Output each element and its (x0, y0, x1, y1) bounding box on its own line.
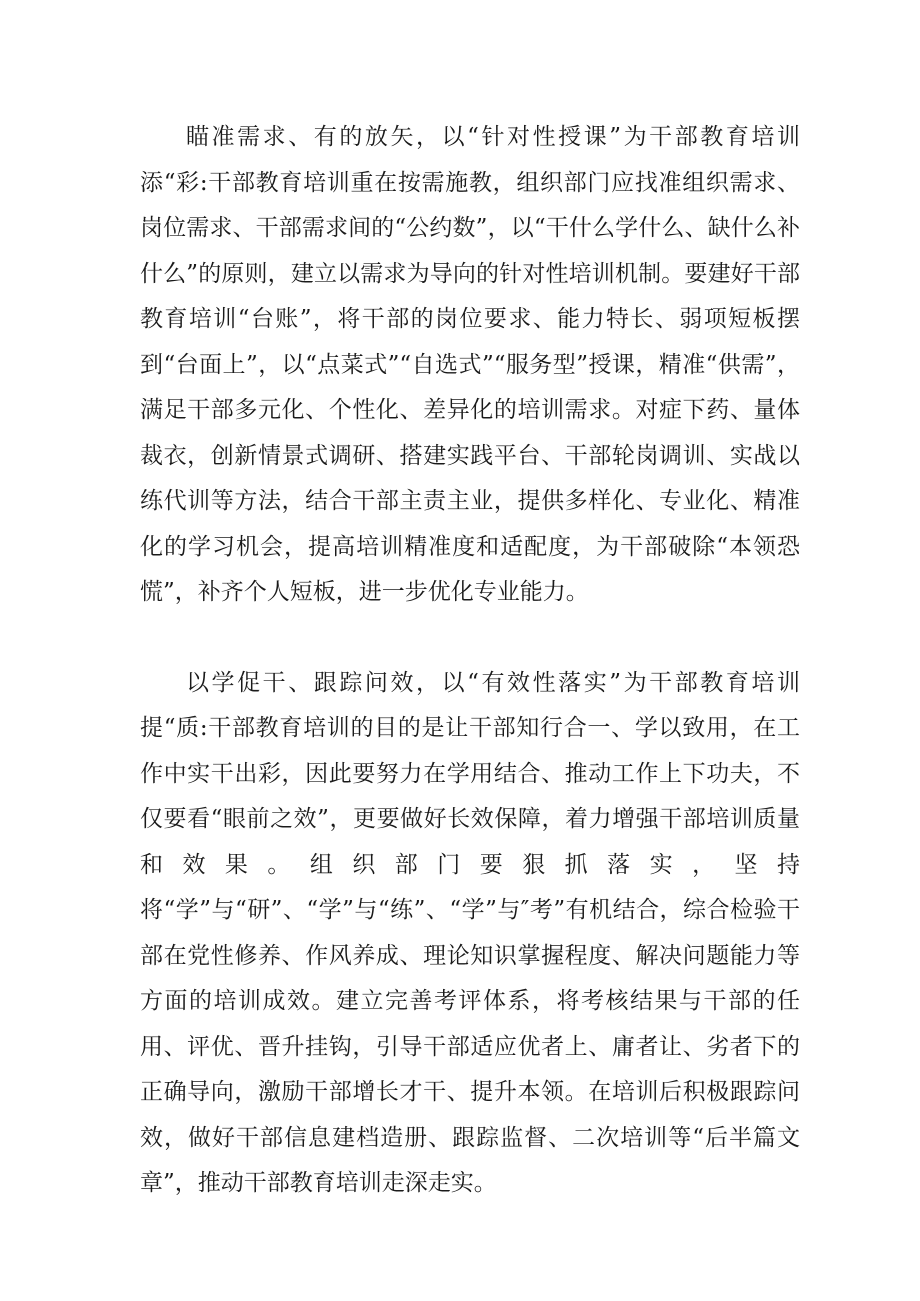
paragraph-effective-implementation: 以学促干、跟踪问效，以“有效性落实”为干部教育培训提“质:干部教育培训的目的是让干部知行合一、学以致用，在工作中实干出彩，因此要努力在学用结合、推动工作上下功夫，不仅要看“眼前之效”，更要做好长效保障，着力增强干部培训质量和效果。组织部门要狠抓落实，坚持将“学”与“研”、“学”与“练”、“学”与″考”有机结合，综合检验干部在党性修养、作风养成、理论知识掌握程度、解决问题能力等方面的培训成效。建立完善考评体系，将考核结果与干部的任用、评优、晋升挂钩，引导干部适应优者上、庸者让、劣者下的正确导向，激励干部增长才干、提升本领。在培训后积极跟踪问效，做好干部信息建档造册、跟踪监督、二次培训等“后半篇文章”，推动干部教育培训走深走实。 (140, 669, 800, 1196)
document-body (140, 115, 800, 1207)
paragraph-targeted-training: 瞄准需求、有的放矢，以“针对性授课”为干部教育培训添“彩:干部教育培训重在按需施教，组织部门应找准组织需求、岗位需求、干部需求间的“公约数”，以“干什么学什么、缺什么补什么”的原则，建立以需求为导向的针对性培训机制。要建好干部教育培训“台账”，将干部的岗位要求、能力特长、弱项短板摆到“台面上”，以“点菜式”“自选式”“服务型”授课，精准“供需”，满足干部多元化、个性化、差异化的培训需求。对症下药、量体裁衣，创新情景式调研、搭建实践平台、干部轮岗调训、实战以练代训等方法，结合干部主责主业，提供多样化、专业化、精准化的学习机会，提高培训精准度和适配度，为干部破除“本领恐慌”，补齐个人短板，进一步优化专业能力。 (140, 124, 800, 605)
